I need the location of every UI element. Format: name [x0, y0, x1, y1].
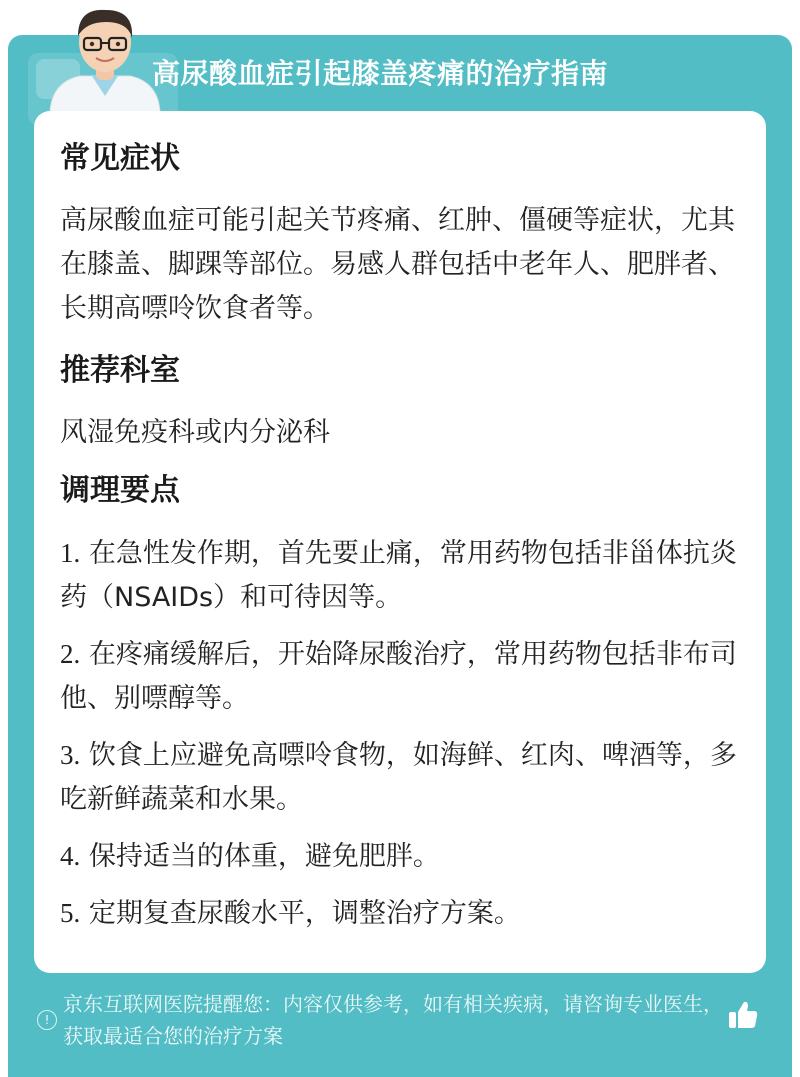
care-item-5 — [60, 891, 740, 936]
care-item-3 — [60, 733, 740, 822]
care-item-2 — [60, 632, 740, 721]
care-item-4 — [60, 834, 740, 879]
footer-notice: 京东互联网医院提醒您：内容仅供参考，如有相关疾病，请咨询专业医生，获取最适合您的治疗方案 — [63, 992, 723, 1048]
section-title-symptoms: 常见症状 — [60, 141, 180, 176]
care-item-number: 4. — [60, 841, 81, 871]
care-item-number: 2. — [60, 639, 81, 669]
info-icon: ! — [37, 1010, 57, 1030]
care-item-text: 定期复查尿酸水平，调整治疗方案。 — [88, 898, 521, 929]
care-item-text: 保持适当的体重，避免肥胖。 — [88, 841, 440, 872]
care-item-1 — [60, 531, 740, 620]
department-text: 风湿免疫科或内分泌科 — [60, 417, 330, 448]
doctor-avatar — [40, 0, 170, 112]
section-title-department: 推荐科室 — [60, 353, 180, 388]
card-content — [60, 137, 740, 936]
thumbs-up-icon[interactable] — [726, 998, 760, 1032]
page-title: 高尿酸血症引起膝盖疼痛的治疗指南 — [152, 57, 609, 90]
care-item-number: 5. — [60, 898, 81, 928]
care-item-number: 1. — [60, 538, 81, 568]
section-title-care: 调理要点 — [60, 473, 180, 508]
footer — [8, 973, 792, 1077]
care-item-text: 在急性发作期，首先要止痛，常用药物包括非甾体抗炎药（NSAIDs）和可待因等。 — [60, 538, 737, 613]
care-item-text: 饮食上应避免高嘌呤食物，如海鲜、红肉、啤酒等，多吃新鲜蔬菜和水果。 — [60, 740, 737, 815]
care-item-text: 在疼痛缓解后，开始降尿酸治疗，常用药物包括非布司他、别嘌醇等。 — [60, 639, 737, 714]
content-card — [34, 111, 766, 973]
care-item-number: 3. — [60, 740, 81, 770]
symptoms-text: 高尿酸血症可能引起关节疼痛、红肿、僵硬等症状，尤其在膝盖、脚踝等部位。易感人群包括中老年人、肥胖者、长期高嘌呤饮食者等。 — [60, 205, 735, 324]
